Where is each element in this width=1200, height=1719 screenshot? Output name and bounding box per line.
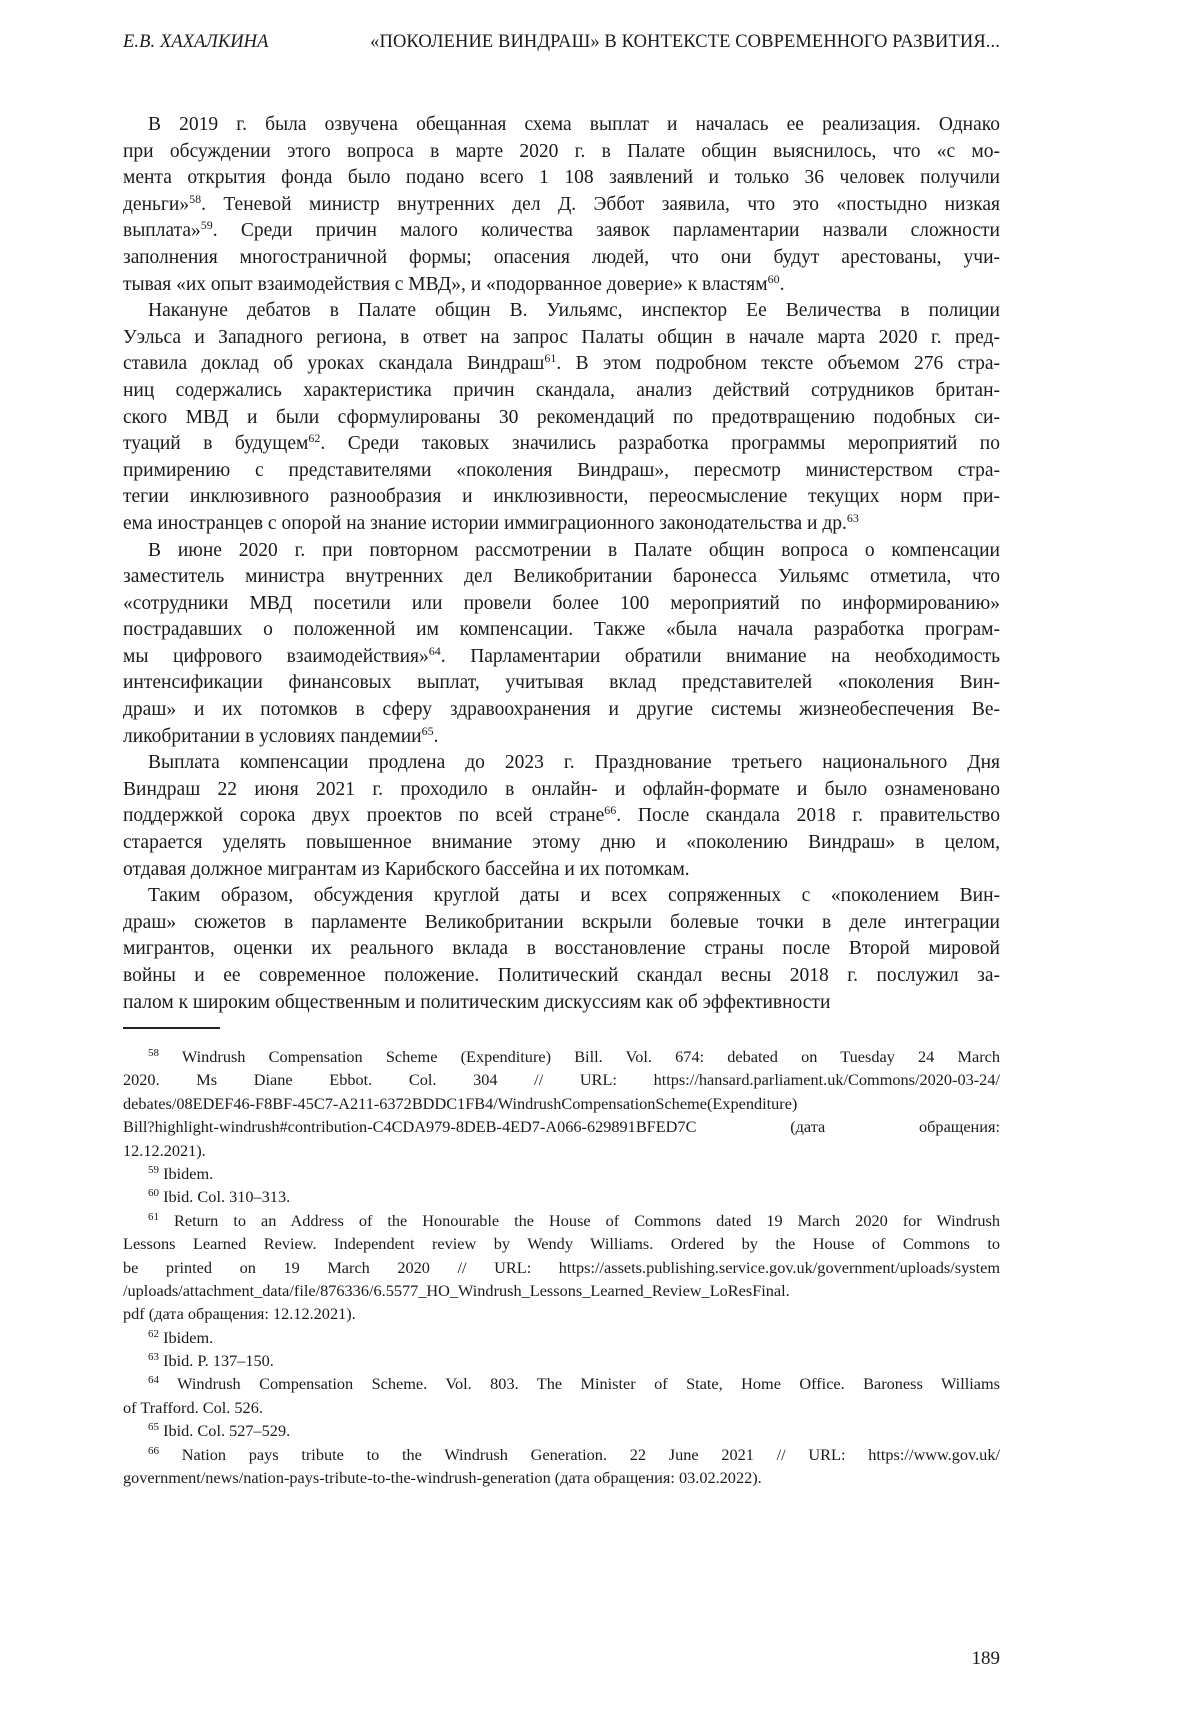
- footnote: [123, 1372, 1000, 1419]
- text-segment: выплата»: [123, 220, 201, 241]
- text-segment: .: [434, 726, 439, 747]
- footnote: [123, 1045, 1000, 1162]
- footnote-ref: 60: [768, 272, 780, 286]
- text-line: Выплата компенсации продлена до 2023 г. Празднование третьего национального Дня: [123, 750, 1000, 777]
- text-line: мигрантов, оценки их реального вклада в восстановление страны после Второй мировой: [123, 936, 1000, 963]
- text-segment: . В этом подробном тексте объемом 276 стра-: [556, 353, 1000, 374]
- text-segment: ема иностранцев с опорой на знание истории иммиграционного законодательства и др.: [123, 513, 847, 534]
- text-line: примирению с представителями «поколения Виндраш», пересмотр министерством стра-: [123, 458, 1000, 485]
- text-line: [123, 1209, 1000, 1232]
- text-segment: Ibidem.: [159, 1328, 213, 1347]
- footnote: [123, 1326, 1000, 1349]
- footnote: [123, 1443, 1000, 1490]
- text-segment: ликобритании в условиях пандемии: [123, 726, 422, 747]
- paragraph: [123, 750, 1000, 883]
- footnote: [123, 1209, 1000, 1326]
- text-line: [123, 1045, 1000, 1068]
- footnote-ref: 66: [148, 1445, 159, 1457]
- text-segment: . Парламентарии обратили внимание на необходимость: [441, 646, 1000, 667]
- text-segment: Nation pays tribute to the Windrush Generation. 22 June 2021 // URL: https://www.gov.uk/: [159, 1445, 1000, 1464]
- text-line: при обсуждении этого вопроса в марте 2020 г. в Палате общин выяснилось, что «с мо-: [123, 139, 1000, 166]
- main-text: [123, 112, 1000, 1016]
- text-line: [123, 1372, 1000, 1395]
- text-segment: ставила доклад об уроках скандала Виндраш: [123, 353, 544, 374]
- footnote-ref: 62: [148, 1328, 159, 1340]
- footnote-ref: 66: [604, 803, 616, 817]
- text-line: [123, 218, 1000, 245]
- text-line: палом к широким общественным и политическим дискуссиям как об эффективности: [123, 990, 1000, 1017]
- text-line: government/news/nation-pays-tribute-to-the-windrush-generation (дата обращения: 03.02.2022).: [123, 1466, 1000, 1489]
- footnote-ref: 65: [148, 1421, 159, 1433]
- header-author: Е.В. ХАХАЛКИНА: [123, 32, 269, 53]
- text-line: «сотрудники МВД посетили или провели более 100 мероприятий по информированию»: [123, 591, 1000, 618]
- text-segment: Ibidem.: [159, 1164, 213, 1183]
- text-segment: Windrush Compensation Scheme. Vol. 803. The Minister of State, Home Office. Baroness Williams: [159, 1374, 1000, 1393]
- text-line: драш» сюжетов в парламенте Великобритании вскрыли болевые точки в деле интеграции: [123, 910, 1000, 937]
- text-segment: Ibid. Col. 527–529.: [159, 1421, 290, 1440]
- text-segment: Windrush Compensation Scheme (Expenditure) Bill. Vol. 674: debated on Tuesday 24 March: [159, 1047, 1000, 1066]
- footnote-ref: 60: [148, 1187, 159, 1199]
- text-line: [123, 803, 1000, 830]
- text-segment: Ibid. P. 137–150.: [159, 1351, 274, 1370]
- text-line: заполнения многостраничной формы; опасения людей, что они будут арестованы, учи-: [123, 245, 1000, 272]
- text-line: /uploads/attachment_data/file/876336/6.5577_HO_Windrush_Lessons_Learned_Review_LoResFinal.: [123, 1279, 1000, 1302]
- footnote-ref: 59: [201, 218, 213, 232]
- text-line: [123, 1443, 1000, 1466]
- text-line: be printed on 19 March 2020 // URL: https://assets.publishing.service.gov.uk/government/uploads/system: [123, 1256, 1000, 1279]
- footnote: [123, 1419, 1000, 1442]
- footnotes: [123, 1045, 1000, 1489]
- paragraph: [123, 538, 1000, 751]
- text-segment: . Среди причин малого количества заявок парламентарии назвали сложности: [213, 220, 1000, 241]
- text-line: ского МВД и были сформулированы 30 рекомендаций по предотвращению подобных си-: [123, 405, 1000, 432]
- footnote-ref: 58: [189, 192, 201, 206]
- text-segment: . Теневой министр внутренних дел Д. Эббот заявила, что это «постыдно низкая: [201, 194, 1000, 215]
- text-segment: тывая «их опыт взаимодействия с МВД», и «подорванное доверие» к властям: [123, 274, 768, 295]
- text-line: драш» и их потомков в сферу здравоохранения и другие системы жизнеобеспечения Ве-: [123, 697, 1000, 724]
- text-segment: туаций в будущем: [123, 433, 308, 454]
- text-line: Таким образом, обсуждения круглой даты и всех сопряженных с «поколением Вин-: [123, 883, 1000, 910]
- footnote-ref: 64: [429, 644, 441, 658]
- paragraph: [123, 883, 1000, 1016]
- footnote-ref: 59: [148, 1164, 159, 1176]
- text-line: [123, 1419, 1000, 1442]
- text-line: [123, 1185, 1000, 1208]
- text-segment: поддержкой сорока двух проектов по всей стране: [123, 805, 604, 826]
- text-line: [123, 192, 1000, 219]
- footnote-ref: 65: [422, 724, 434, 738]
- text-line: 2020. Ms Diane Ebbot. Col. 304 // URL: https://hansard.parliament.uk/Commons/2020-03-24/: [123, 1068, 1000, 1091]
- text-line: войны и ее современное положение. Политический скандал весны 2018 г. послужил за-: [123, 963, 1000, 990]
- header-title: «ПОКОЛЕНИЕ ВИНДРАШ» В КОНТЕКСТЕ СОВРЕМЕННОГО РАЗВИТИЯ...: [370, 32, 1000, 53]
- text-line: Виндраш 22 июня 2021 г. проходило в онлайн- и офлайн-формате и было ознаменовано: [123, 777, 1000, 804]
- text-line: отдавая должное мигрантам из Карибского бассейна и их потомкам.: [123, 857, 1000, 884]
- text-line: [123, 1349, 1000, 1372]
- text-segment: мы цифрового взаимодействия»: [123, 646, 429, 667]
- text-line: [123, 1162, 1000, 1185]
- text-line: [123, 644, 1000, 671]
- footnote-ref: 64: [148, 1374, 159, 1386]
- text-line: ниц содержались характеристика причин скандала, анализ действий сотрудников британ-: [123, 378, 1000, 405]
- paragraph: [123, 112, 1000, 298]
- running-header: [123, 32, 1000, 53]
- footnote: [123, 1185, 1000, 1208]
- paragraph: [123, 298, 1000, 537]
- text-segment: . После скандала 2018 г. правительство: [616, 805, 1000, 826]
- footnote: [123, 1162, 1000, 1185]
- footnote-ref: 63: [847, 511, 859, 525]
- text-line: [123, 511, 1000, 538]
- text-line: Накануне дебатов в Палате общин В. Уильямс, инспектор Ее Величества в полиции: [123, 298, 1000, 325]
- text-line: 12.12.2021).: [123, 1139, 1000, 1162]
- text-line: В июне 2020 г. при повторном рассмотрении в Палате общин вопроса о компенсации: [123, 538, 1000, 565]
- text-line: В 2019 г. была озвучена обещанная схема выплат и началась ее реализация. Однако: [123, 112, 1000, 139]
- text-line: pdf (дата обращения: 12.12.2021).: [123, 1302, 1000, 1325]
- text-line: [123, 1326, 1000, 1349]
- page-number: 189: [972, 1648, 1001, 1670]
- footnote-ref: 61: [148, 1211, 159, 1223]
- text-line: мента открытия фонда было подано всего 1 108 заявлений и только 36 человек получили: [123, 165, 1000, 192]
- text-line: Lessons Learned Review. Independent review by Wendy Williams. Ordered by the House of Commons to: [123, 1232, 1000, 1255]
- footnote-ref: 62: [308, 431, 320, 445]
- text-segment: . Среди таковых значились разработка программы мероприятий по: [320, 433, 1000, 454]
- text-line: debates/08EDEF46-F8BF-45C7-A211-6372BDDC1FB4/WindrushCompensationScheme(Expenditure): [123, 1092, 1000, 1115]
- text-line: [123, 431, 1000, 458]
- text-line: [123, 724, 1000, 751]
- text-line: пострадавших о положенной им компенсации. Также «была начала разработка програм-: [123, 617, 1000, 644]
- text-line: заместитель министра внутренних дел Великобритании баронесса Уильямс отметила, что: [123, 564, 1000, 591]
- text-line: Уэльса и Западного региона, в ответ на запрос Палаты общин в начале марта 2020 г. пред-: [123, 325, 1000, 352]
- text-segment: Ibid. Col. 310–313.: [159, 1187, 290, 1206]
- footnote-ref: 63: [148, 1351, 159, 1363]
- text-line: старается уделять повышенное внимание этому дню и «поколению Виндраш» в целом,: [123, 830, 1000, 857]
- footnote: [123, 1349, 1000, 1372]
- footnote-ref: 61: [544, 351, 556, 365]
- text-line: Bill?highlight-windrush#contribution-C4CDA979-8DEB-4ED7-A066-629891BFED7C (дата обращения:: [123, 1115, 1000, 1138]
- text-segment: .: [780, 274, 785, 295]
- text-line: of Trafford. Col. 526.: [123, 1396, 1000, 1419]
- text-line: тегии инклюзивного разнообразия и инклюзивности, переосмысление текущих норм при-: [123, 484, 1000, 511]
- footnote-separator: [123, 1027, 220, 1029]
- text-segment: Return to an Address of the Honourable the House of Commons dated 19 March 2020 for Windrush: [159, 1211, 1000, 1230]
- text-line: интенсификации финансовых выплат, учитывая вклад представителей «поколения Вин-: [123, 670, 1000, 697]
- text-segment: деньги»: [123, 194, 189, 215]
- text-line: [123, 351, 1000, 378]
- footnote-ref: 58: [148, 1047, 159, 1059]
- text-line: [123, 272, 1000, 299]
